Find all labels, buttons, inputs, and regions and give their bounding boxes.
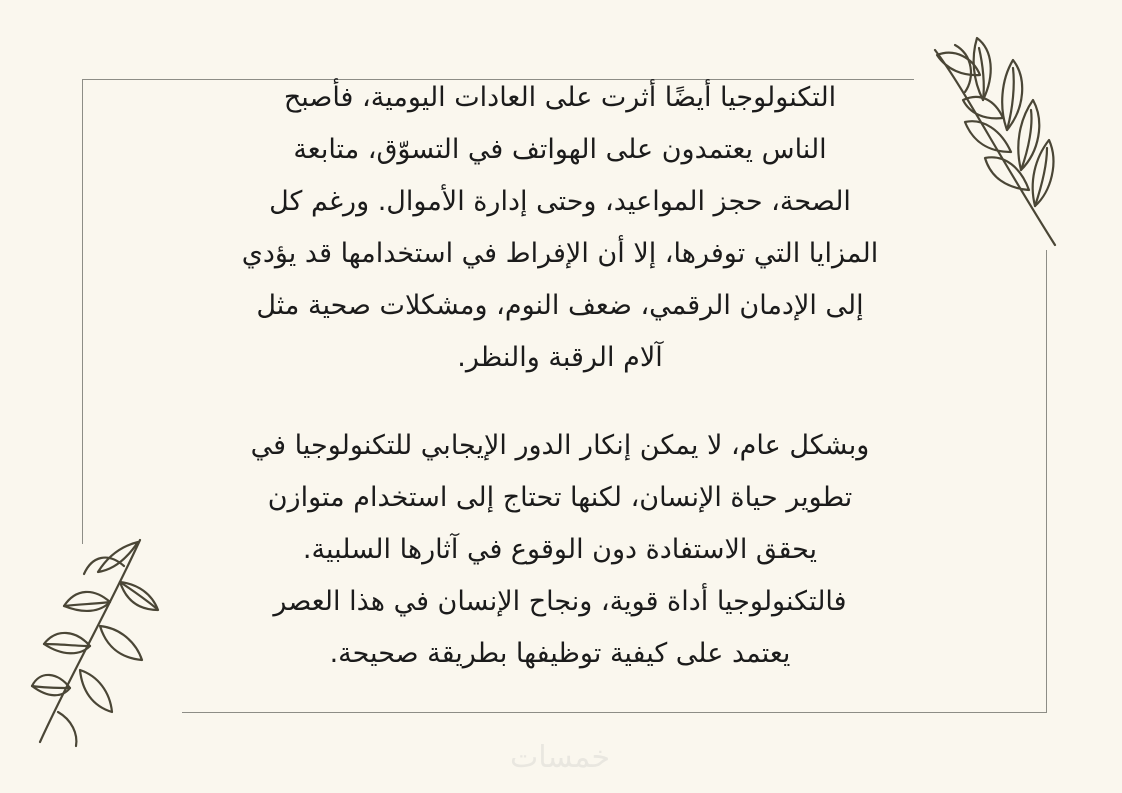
frame-left-line <box>82 79 83 544</box>
watermark-logo: خمسات <box>509 740 611 775</box>
text-line: يعتمد على كيفية توظيفها بطريقة صحيحة. <box>329 638 791 669</box>
text-line: التكنولوجيا أيضًا أثرت على العادات اليومية، فأصبح <box>283 82 837 113</box>
text-line: وبشكل عام، لا يمكن إنكار الدور الإيجابي للتكنولوجيا في <box>250 430 870 461</box>
frame-bottom-line <box>182 712 1047 713</box>
text-line: الناس يعتمدون على الهواتف في التسوّق، متابعة <box>293 134 827 165</box>
paragraph-1 <box>160 72 960 384</box>
text-line: يحقق الاستفادة دون الوقوع في آثارها السلبية. <box>302 534 818 565</box>
text-line: آلام الرقبة والنظر. <box>457 342 663 373</box>
text-line: المزايا التي توفرها، إلا أن الإفراط في استخدامها قد يؤدي <box>241 238 879 269</box>
leaf-branch-icon <box>28 530 168 750</box>
text-line: إلى الإدمان الرقمي، ضعف النوم، ومشكلات صحية مثل <box>256 290 864 321</box>
text-line: الصحة، حجز المواعيد، وحتى إدارة الأموال. ورغم كل <box>269 186 851 217</box>
paragraph-2 <box>160 420 960 680</box>
frame-right-line <box>1046 250 1047 713</box>
text-line: تطوير حياة الإنسان، لكنها تحتاج إلى استخدام متوازن <box>267 482 853 513</box>
text-line: فالتكنولوجيا أداة قوية، ونجاح الإنسان في هذا العصر <box>273 586 847 617</box>
